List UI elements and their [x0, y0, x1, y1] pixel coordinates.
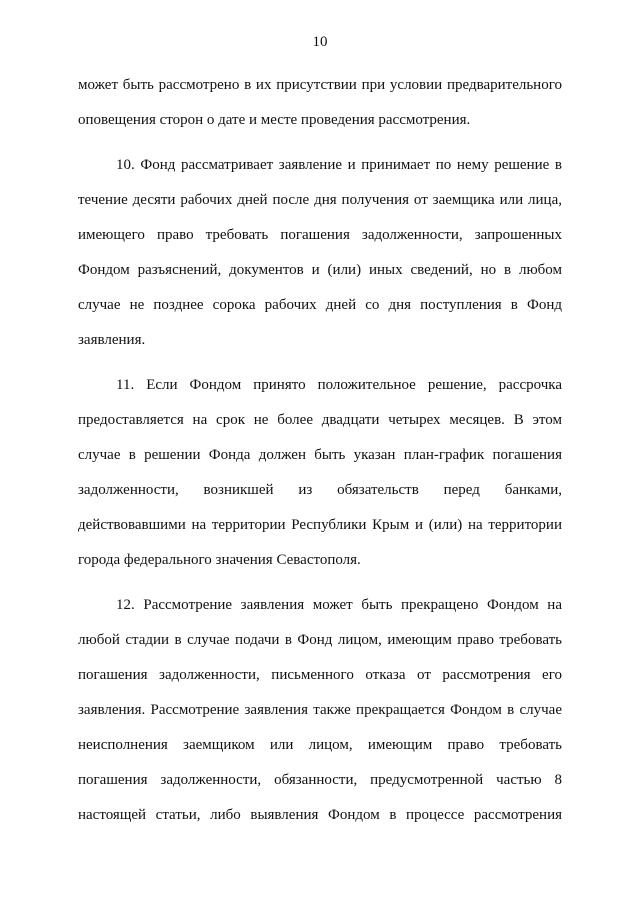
- text-line: заявления. Рассмотрение заявления также прекращается Фондом в случае: [78, 702, 562, 718]
- text-line: 12. Рассмотрение заявления может быть прекращено Фондом на: [116, 597, 562, 613]
- text-line: случае не позднее сорока рабочих дней со дня поступления в Фонд: [78, 297, 562, 313]
- text-line: настоящей статьи, либо выявления Фондом в процессе рассмотрения: [78, 807, 562, 823]
- text-line: имеющего право требовать погашения задолженности, запрошенных: [78, 227, 562, 243]
- text-line: оповещения сторон о дате и месте проведения рассмотрения.: [78, 112, 471, 128]
- text-line: любой стадии в случае подачи в Фонд лицом, имеющим право требовать: [78, 632, 562, 648]
- document-body: [78, 68, 562, 833]
- paragraph: [78, 148, 562, 358]
- text-line: погашения задолженности, письменного отказа от рассмотрения его: [78, 667, 562, 683]
- text-line: действовавшими на территории Республики Крым и (или) на территории: [78, 517, 562, 533]
- paragraph: [78, 68, 562, 138]
- text-line: неисполнения заемщиком или лицом, имеющим право требовать: [78, 737, 562, 753]
- text-line: города федерального значения Севастополя.: [78, 552, 361, 568]
- text-line: Фондом разъяснений, документов и (или) иных сведений, но в любом: [78, 262, 562, 278]
- text-line: 10. Фонд рассматривает заявление и принимает по нему решение в: [116, 157, 562, 173]
- text-line: погашения задолженности, обязанности, предусмотренной частью 8: [78, 772, 562, 788]
- paragraph: [78, 368, 562, 578]
- text-line: задолженности, возникшей из обязательств перед банками,: [78, 482, 562, 498]
- text-line: течение десяти рабочих дней после дня получения от заемщика или лица,: [78, 192, 562, 208]
- text-line: предоставляется на срок не более двадцати четырех месяцев. В этом: [78, 412, 562, 428]
- text-line: может быть рассмотрено в их присутствии при условии предварительного: [78, 77, 562, 93]
- text-line: 11. Если Фондом принято положительное решение, рассрочка: [116, 377, 562, 393]
- text-line: заявления.: [78, 332, 146, 348]
- paragraph: [78, 588, 562, 833]
- page-number: 10: [312, 34, 328, 50]
- text-line: случае в решении Фонда должен быть указан план-график погашения: [78, 447, 562, 463]
